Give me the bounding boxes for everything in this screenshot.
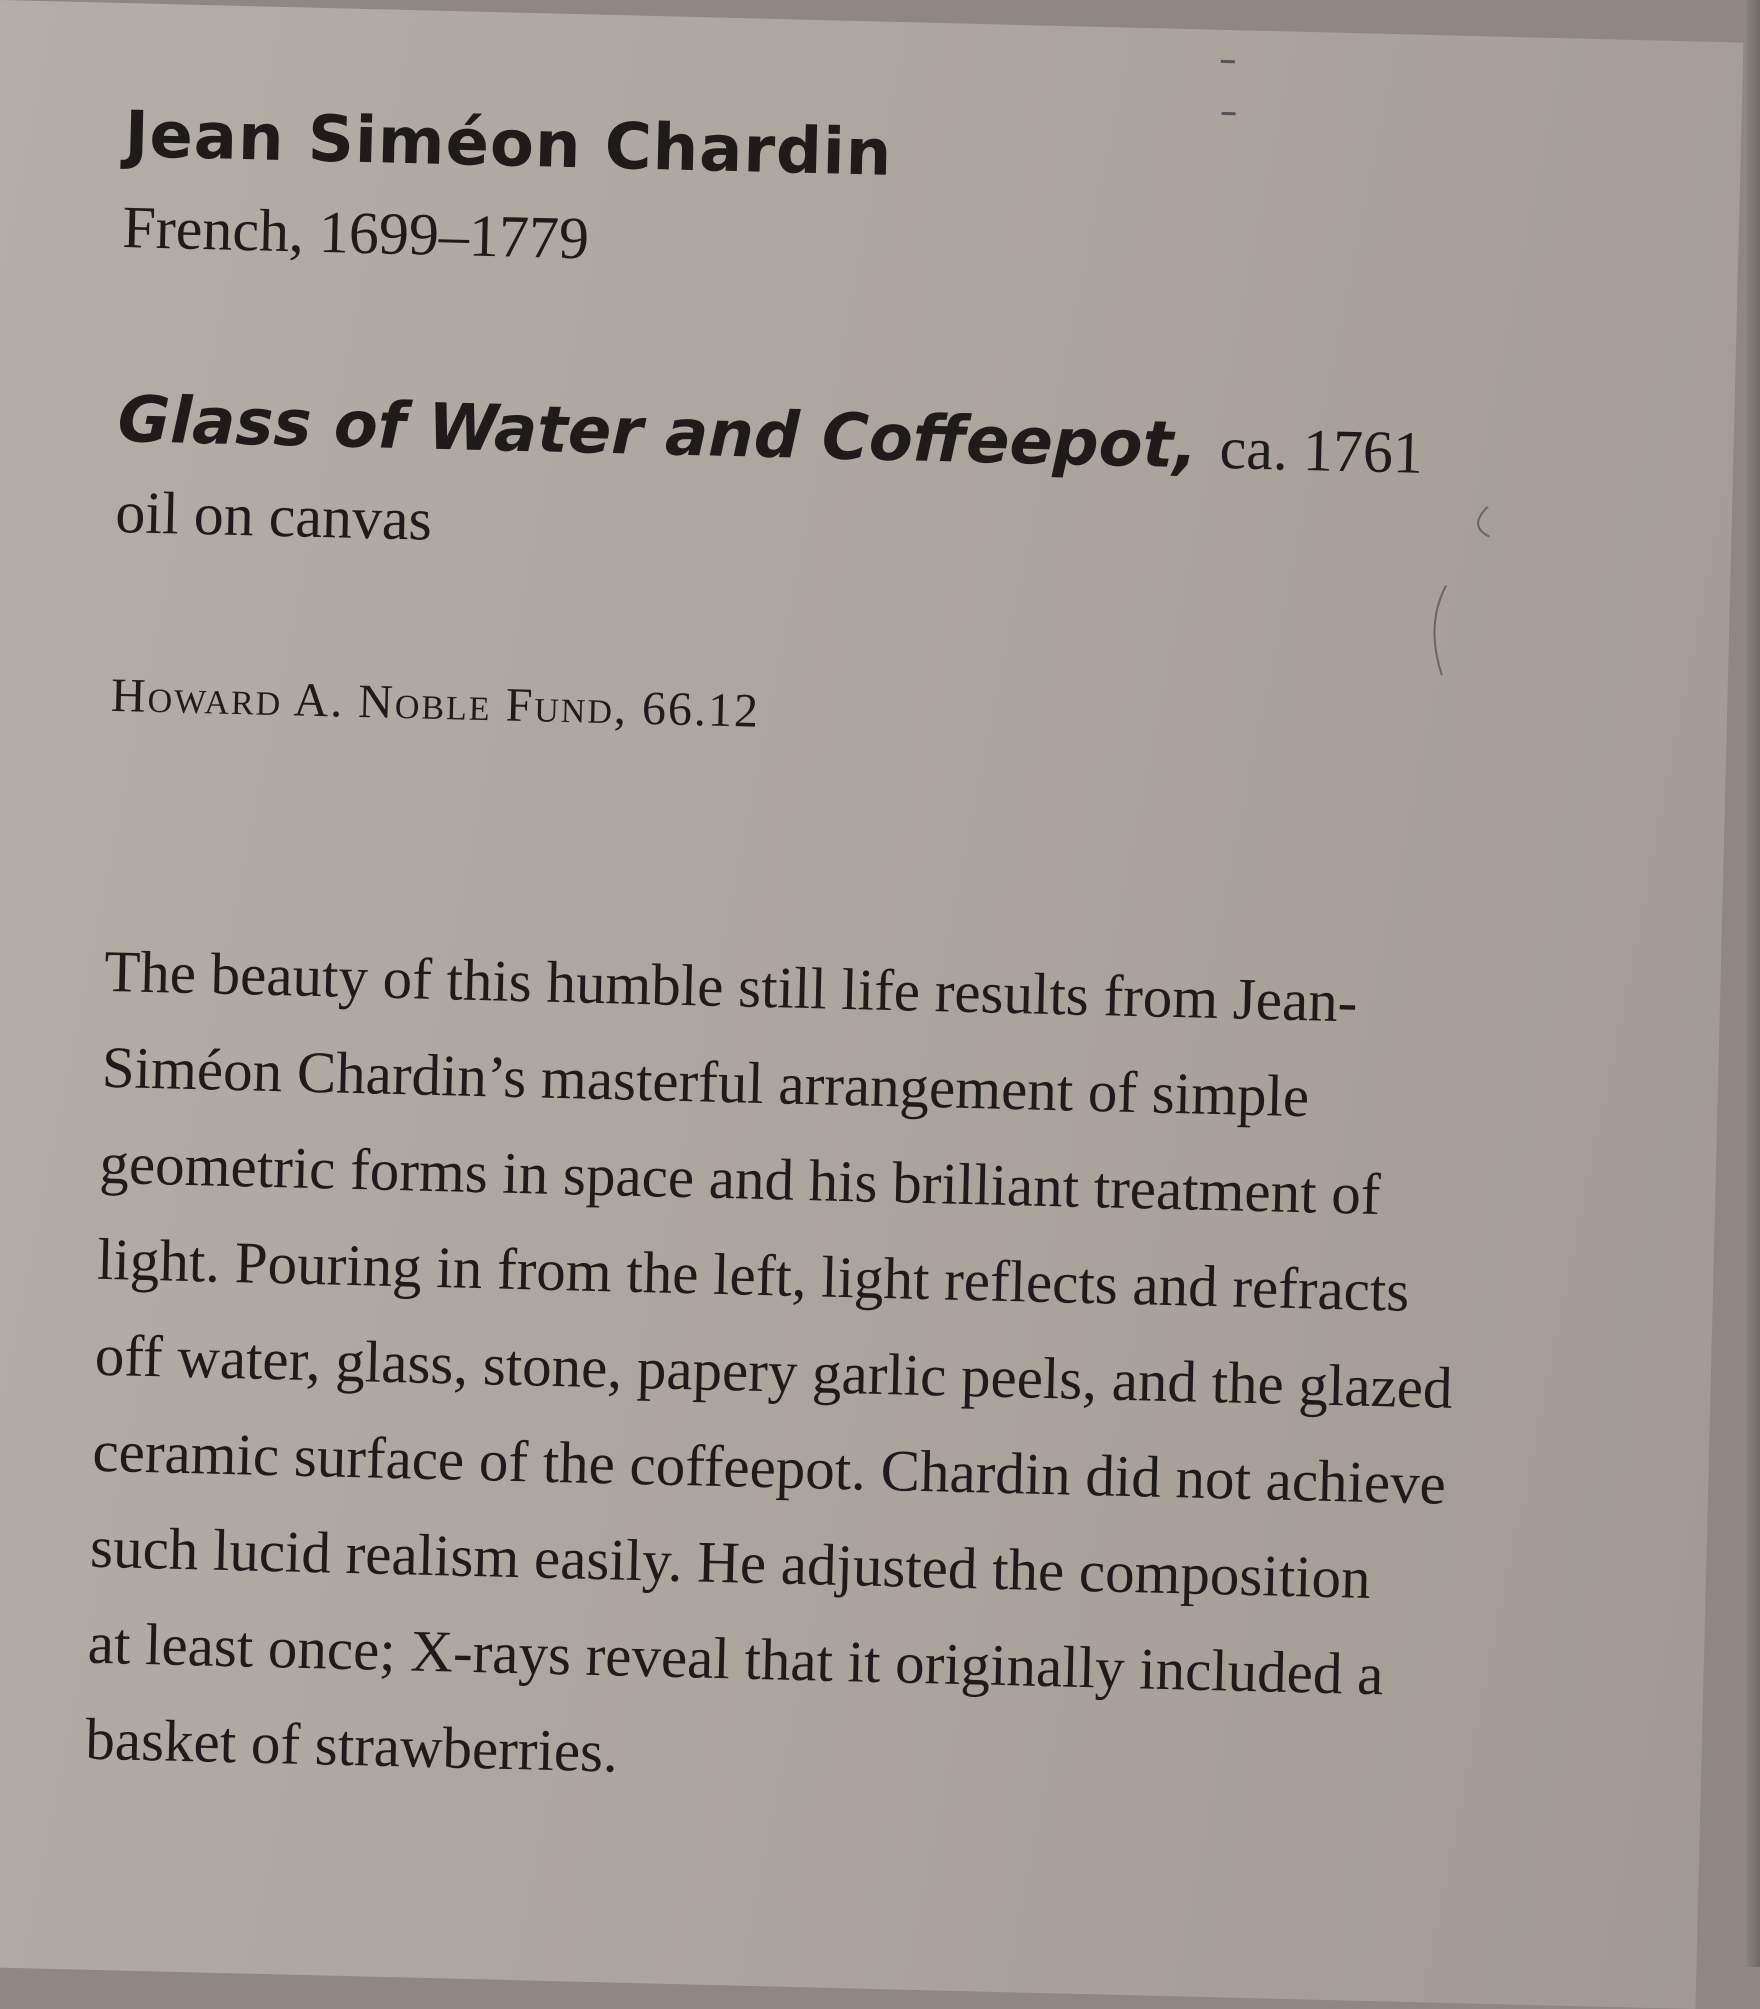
artist-name: Jean Siméon Chardin xyxy=(123,98,894,191)
description-line: light. Pouring in from the left, light reflects and refracts xyxy=(96,1225,1411,1324)
pencil-mark xyxy=(1222,112,1236,115)
credit-line: Howard A. Noble Fund, 66.12 xyxy=(110,668,761,738)
artist-nationality-dates: French, 1699–1779 xyxy=(121,194,590,272)
placard-edge xyxy=(1746,0,1760,1967)
artwork-title-line xyxy=(117,383,1424,489)
pencil-mark-arc xyxy=(1423,505,1508,707)
artwork-title: Glass of Water and Coffeepot, xyxy=(116,383,1199,484)
description-line: geometric forms in space and his brilliant treatment of xyxy=(98,1129,1382,1228)
pencil-mark xyxy=(1221,60,1235,63)
description-line: off water, glass, stone, papery garlic peels, and the glazed xyxy=(94,1321,1454,1421)
description-line: The beauty of this humble still life results from Jean- xyxy=(103,937,1359,1035)
artwork-medium: oil on canvas xyxy=(114,478,433,553)
description-line: at least once; X-rays reveal that it originally included a xyxy=(87,1609,1385,1708)
description-text xyxy=(84,923,1665,1825)
description-line: Siméon Chardin’s masterful arrangement of simple xyxy=(101,1033,1310,1130)
description-line: basket of strawberries. xyxy=(84,1705,619,1785)
artwork-date: ca. 1761 xyxy=(1218,414,1424,486)
description-line: ceramic surface of the coffeepot. Chardin did not achieve xyxy=(91,1417,1447,1517)
description-line: such lucid realism easily. He adjusted the composition xyxy=(89,1513,1372,1611)
